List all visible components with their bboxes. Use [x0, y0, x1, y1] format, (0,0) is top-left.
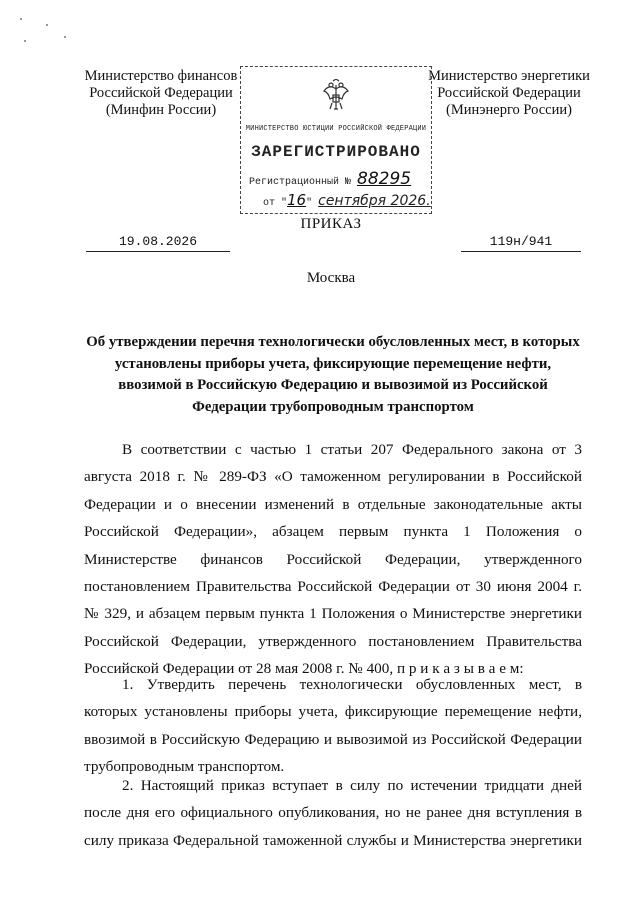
scan-speck [46, 24, 48, 26]
issuer-right [414, 68, 604, 119]
stamp-reg-number: 88295 [357, 169, 412, 189]
issuer-left-line: (Минфин России) [105, 102, 217, 118]
stamp-date-sep: " [306, 198, 319, 209]
issuer-left [76, 68, 246, 119]
body-paragraph: 2. Настоящий приказ вступает в силу по истечении тридцати дней после дня его официального опубликования, но не ранее дня вступления в силу приказа Федеральной таможенной службы и Министерства энергетики [84, 777, 582, 849]
order-date: 19.08.2026 [86, 234, 230, 252]
order-number: 119н/941 [461, 234, 581, 252]
document-title: Об утверждении перечня технологически обусловленных мест, в которых установлены приборы учета, фиксирующие перемещение нефти, ввозимой в Российскую Федерацию и вывозимой из Российской Федерации трубопроводным транспортом [86, 334, 580, 415]
body-paragraph: В соответствии с частью 1 статьи 207 Федерального закона от 3 августа 2018 г. № 289-ФЗ «О таможенном регулировании в Российской Федерации и о внесении изменений в отдельные законодательные акты Российской Федерации», абзацем первым пункта 1 Положения о Министерстве финансов Российской Федерации, утвержденного постановлением Правительства Российской Федерации от 30 июня 2004 г. № 329, и абзацем первым пункта 1 Положения о Министерстве энергетики Российской Федерации, утвержденного постановлением Правительства Российской Федерации от 28 мая 2008 г. № 400, п р и к а з ы в а е м: [84, 441, 582, 678]
stamp-ministry: МИНИСТЕРСТВО ЮСТИЦИИ РОССИЙСКОЙ ФЕДЕРАЦИИ [245, 125, 427, 133]
stamp-registration [249, 169, 411, 189]
double-headed-eagle-icon [321, 79, 351, 113]
body-paragraph: 1. Утвердить перечень технологически обусловленных мест, в которых установлены приборы учета, фиксирующие перемещение нефти, ввозимой в Российскую Федерацию и вывозимой из Российской Федерации трубопроводным транспортом. [84, 676, 582, 776]
issuer-right-line: Российской Федерации [437, 85, 581, 101]
city: Москва [306, 270, 356, 286]
issuer-right-line: Министерство энергетики [428, 68, 590, 84]
issuer-left-line: Российской Федерации [89, 85, 233, 101]
scan-speck [24, 40, 26, 42]
stamp-status: ЗАРЕГИСТРИРОВАНО [251, 143, 421, 161]
registration-stamp [240, 66, 432, 214]
stamp-date-month-year: сентября 2026. [318, 193, 431, 209]
stamp-date-line [263, 191, 431, 209]
stamp-reg-label: Регистрационный № [249, 177, 352, 188]
stamp-date-day: 16 [287, 191, 307, 209]
issuer-left-line: Министерство финансов [84, 68, 238, 84]
document-type: ПРИКАЗ [300, 216, 362, 232]
scan-speck [64, 36, 66, 38]
scan-speck [20, 18, 22, 20]
issuer-right-line: (Минэнерго России) [446, 102, 572, 118]
stamp-date-prefix: от " [263, 198, 288, 209]
